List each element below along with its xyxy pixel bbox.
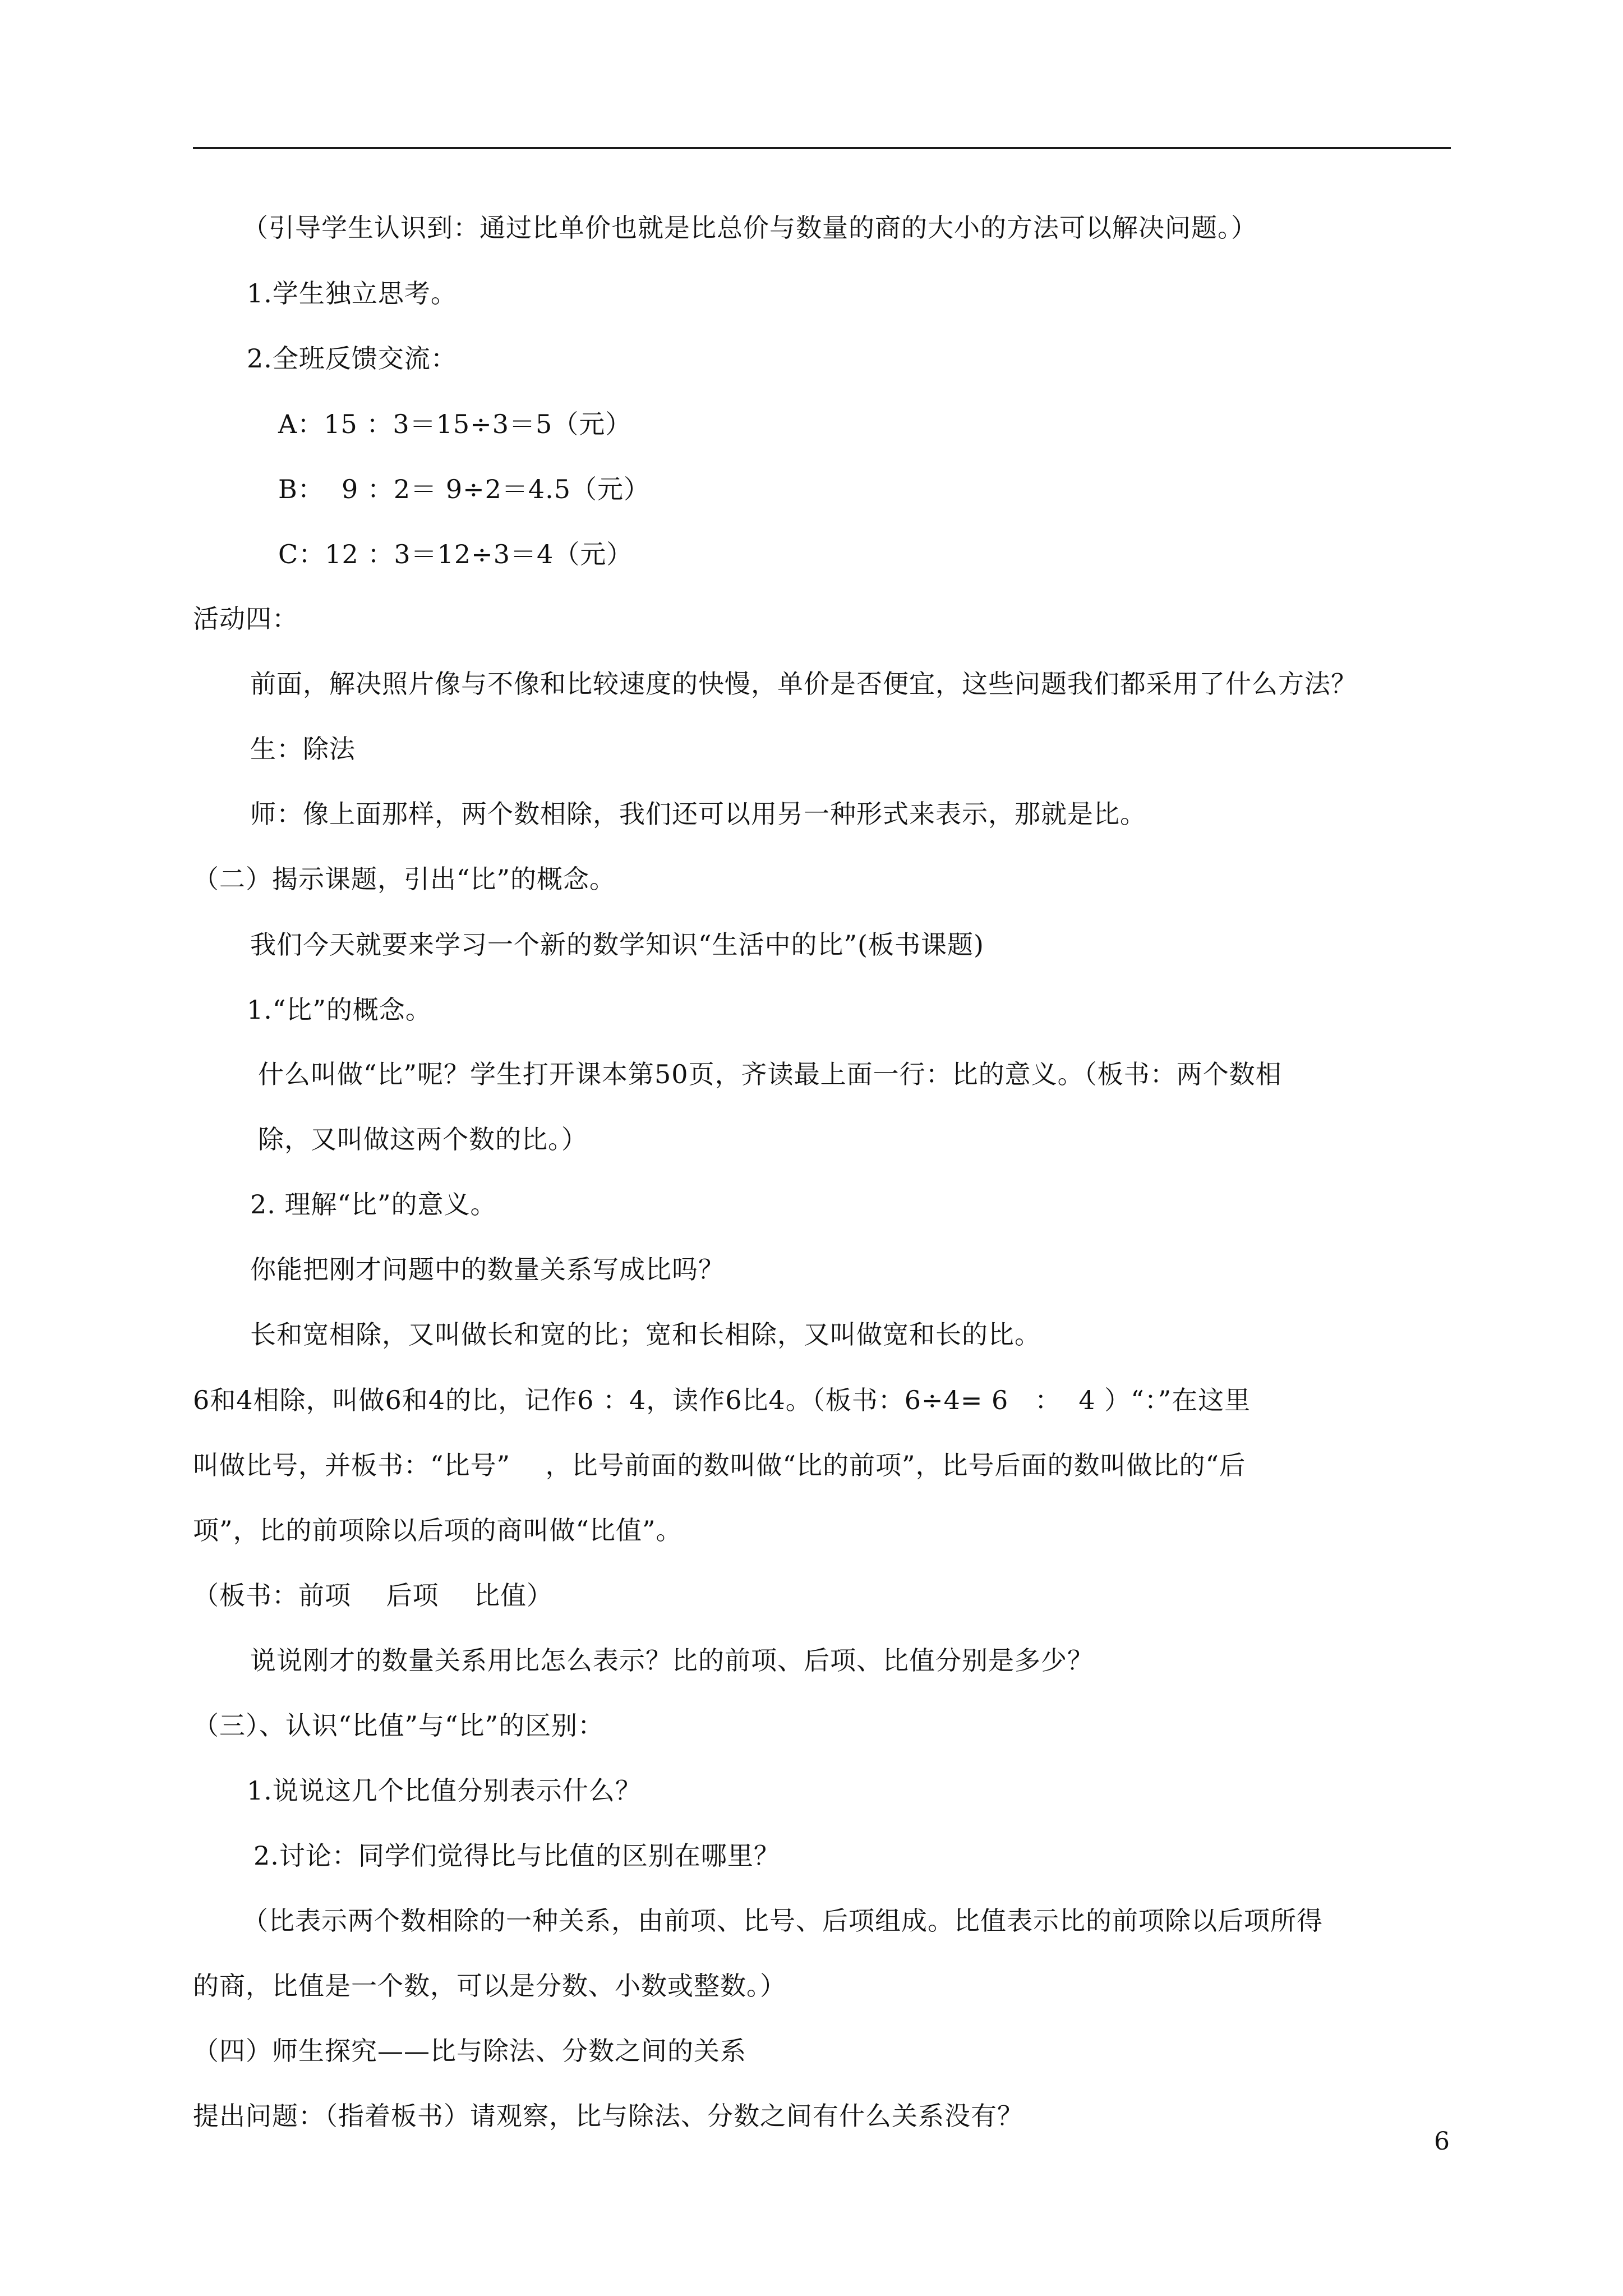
paragraph-pose-question: 提出问题：（指着板书）请观察，比与除法、分数之间有什么关系没有？	[193, 2101, 1023, 2131]
paragraph-guide-note: （引导学生认识到：通过比单价也就是比总价与数量的商的大小的方法可以解决问题。）	[242, 213, 1257, 243]
paragraph-question: 前面，解决照片像与不像和比较速度的快慢，单价是否便宜，这些问题我们都采用了什么方法？	[250, 669, 1357, 699]
list-item-think: 1.学生独立思考。	[247, 278, 457, 309]
section-activity-four: 活动四：	[193, 604, 298, 634]
paragraph-student-answer: 生：除法	[250, 734, 356, 764]
paragraph-example-3: 项”，比的前项除以后项的商叫做“比值”。	[193, 1515, 683, 1545]
calc-line-a: A：15 ：3＝15÷3＝5（元）	[278, 409, 632, 439]
list-item-feedback: 2.全班反馈交流：	[247, 343, 457, 374]
header-rule	[193, 147, 1451, 149]
list-item-concept: 1.“比”的概念。	[247, 995, 432, 1025]
list-item-meaning: 2. 理解“比”的意义。	[250, 1189, 497, 1220]
list-item-discussion: 2.讨论：同学们觉得比与比值的区别在哪里？	[253, 1841, 780, 1871]
paragraph-teacher: 师：像上面那样，两个数相除，我们还可以用另一种形式来表示，那就是比。	[250, 799, 1146, 829]
paragraph-definition-1: 什么叫做“比”呢？学生打开课本第50页，齐读最上面一行：比的意义。（板书：两个数相	[258, 1059, 1282, 1089]
paragraph-definition-2: 除，又叫做这两个数的比。）	[258, 1124, 588, 1154]
calc-line-b: B： 9 ：2＝ 9÷2＝4.5（元）	[278, 474, 651, 504]
section-two-heading: （二）揭示课题，引出“比”的概念。	[193, 864, 616, 894]
paragraph-example-2: 叫做比号，并板书：“比号” ，比号前面的数叫做“比的前项”，比号后面的数叫做比的“后	[193, 1450, 1246, 1480]
section-four-heading: （四）师生探究——比与除法、分数之间的关系	[193, 2036, 746, 2066]
paragraph-write-ratio: 你能把刚才问题中的数量关系写成比吗？	[250, 1254, 725, 1285]
section-three-heading: （三）、认识“比值”与“比”的区别：	[193, 1710, 605, 1741]
list-item-ratio-values: 1.说说这几个比值分别表示什么？	[247, 1775, 642, 1806]
paragraph-board-terms: （板书：前项 后项 比值）	[193, 1580, 553, 1611]
page-number: 6	[1434, 2127, 1450, 2156]
paragraph-express-ratio: 说说刚才的数量关系用比怎么表示？比的前项、后项、比值分别是多少？	[250, 1645, 1094, 1676]
paragraph-difference-1: （比表示两个数相除的一种关系，由前项、比号、后项组成。比值表示比的前项除以后项所得	[242, 1906, 1323, 1936]
paragraph-example-1: 6和4相除，叫做6和4的比，记作6 ：4，读作6比4。（板书：6÷4= 6 ： 4 ）“：”在这里	[193, 1385, 1251, 1415]
paragraph-difference-2: 的商，比值是一个数，可以是分数、小数或整数。）	[193, 1971, 786, 2001]
paragraph-topic: 我们今天就要来学习一个新的数学知识“生活中的比”(板书课题)	[250, 930, 984, 960]
calc-line-c: C：12 ：3＝12÷3＝4（元）	[278, 539, 633, 569]
paragraph-length-width: 长和宽相除，又叫做长和宽的比；宽和长相除，又叫做宽和长的比。	[250, 1319, 1041, 1350]
